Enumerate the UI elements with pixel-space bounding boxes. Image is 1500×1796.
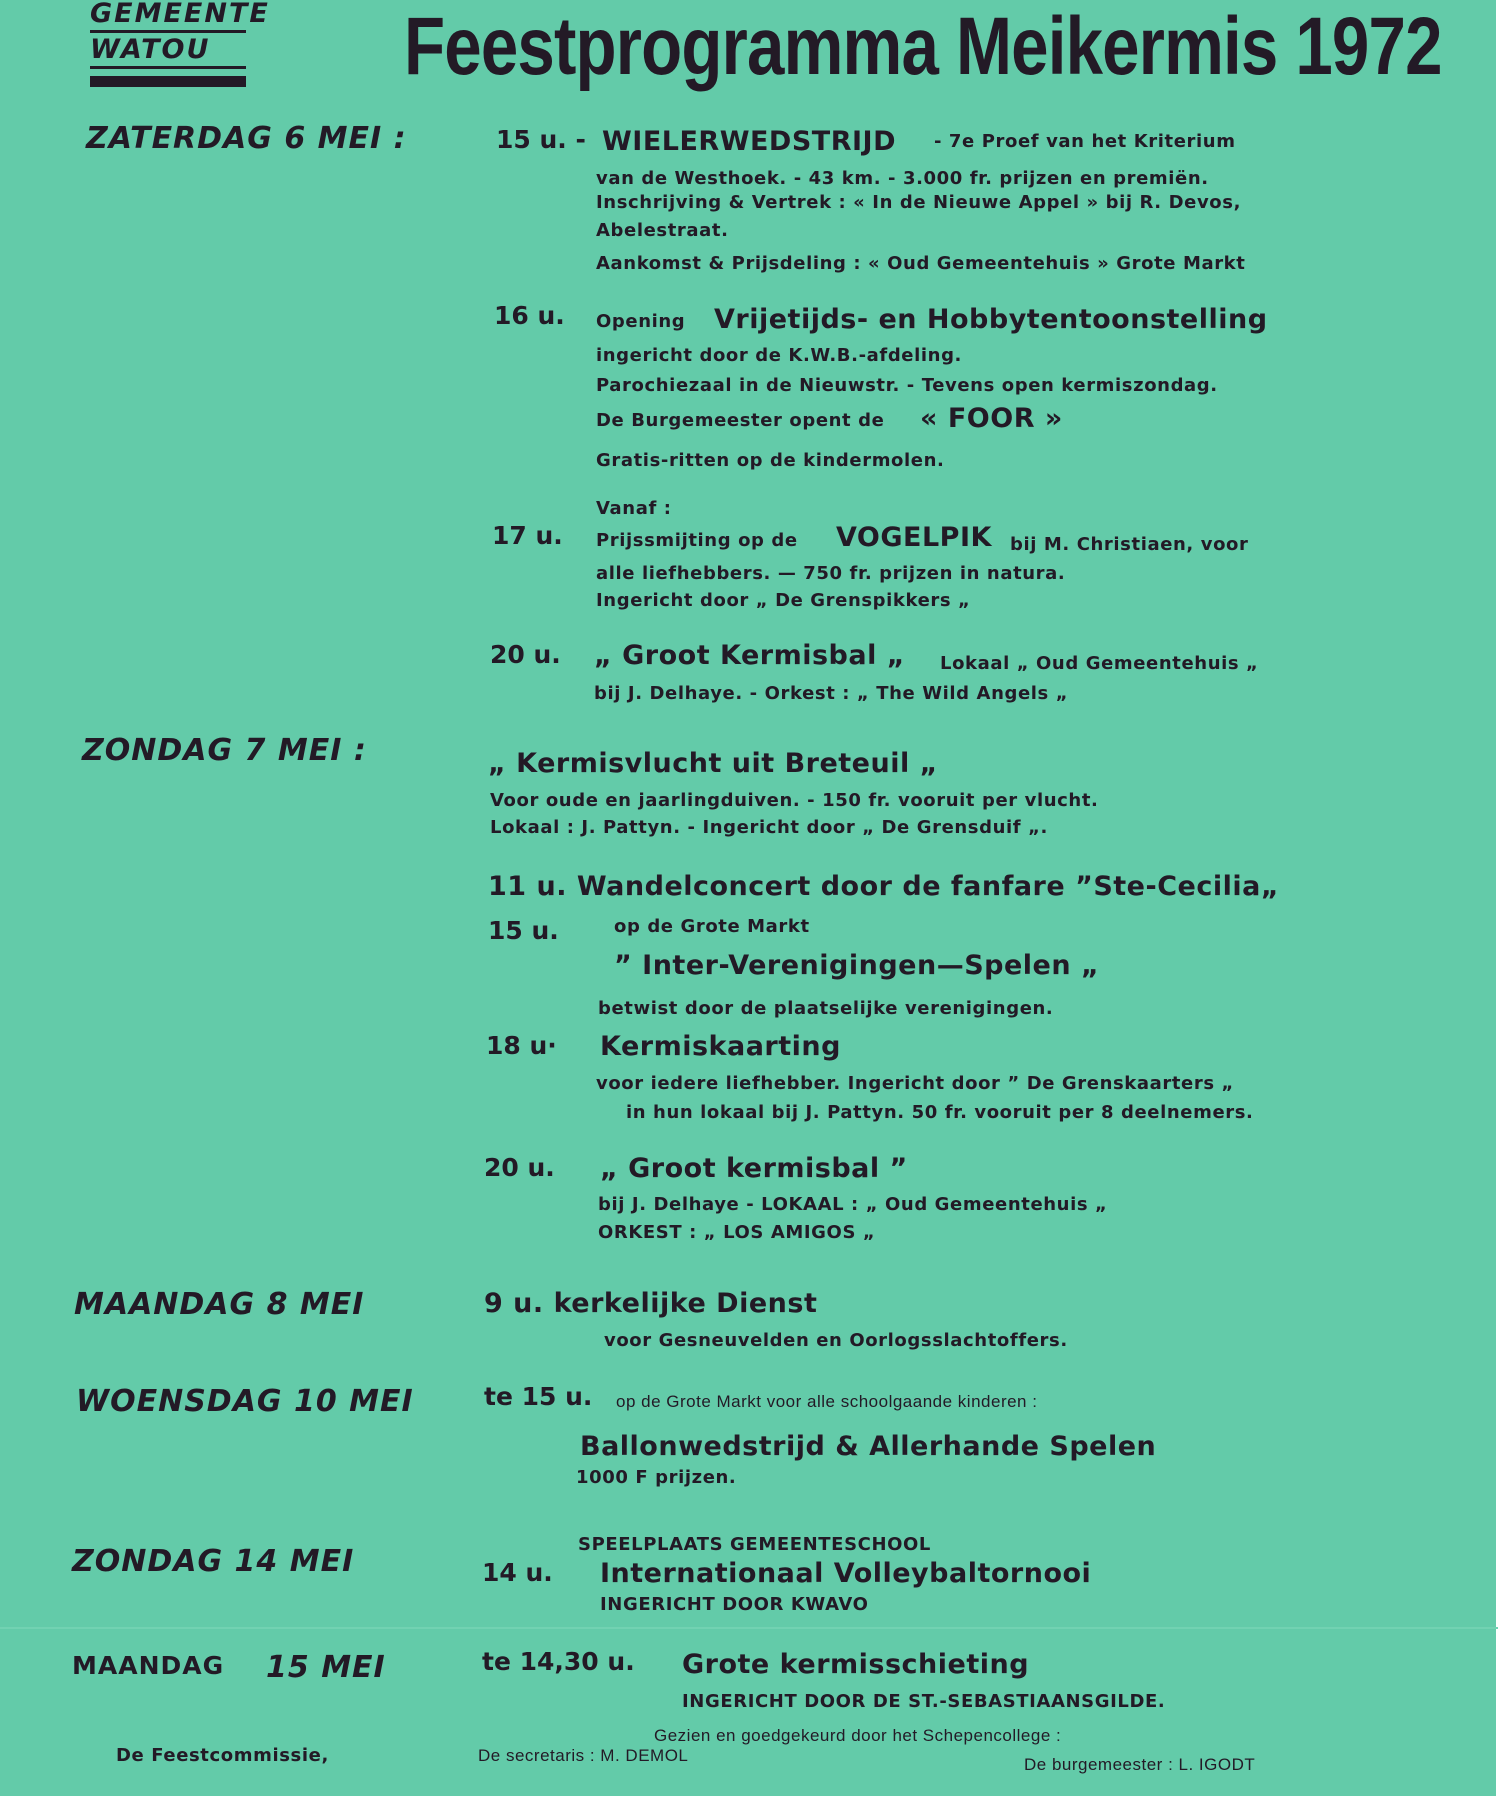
event-text: alle liefhebbers. — 750 fr. prijzen in natura. <box>596 563 1066 584</box>
event-time: 16 u. <box>494 301 565 330</box>
event-title: Vrijetijds- en Hobbytentoonstelling <box>714 304 1268 335</box>
event-time: 15 u. - <box>496 125 586 154</box>
event-title: „ Groot kermisbal ” <box>600 1153 908 1184</box>
paper-fold-line <box>0 1627 1498 1629</box>
day-label-sunday-7: ZONDAG 7 MEI : <box>82 733 367 768</box>
mayor-signature: De burgemeester : L. IGODT <box>1024 1755 1256 1774</box>
event-time: 18 u· <box>486 1031 557 1060</box>
logo-underline <box>90 30 246 33</box>
event-text: - 7e Proef van het Kriterium <box>934 131 1236 152</box>
event-title: VOGELPIK <box>836 522 992 553</box>
event-text: Abelestraat. <box>596 220 729 241</box>
event-text: Gratis-ritten op de kindermolen. <box>596 450 945 471</box>
event-text: Opening <box>596 311 686 332</box>
event-text: Prijssmijting op de <box>596 530 798 551</box>
event-text: betwist door de plaatselijke verenigingen. <box>598 998 1054 1019</box>
event-time: te 15 u. <box>484 1382 593 1411</box>
event-time: 20 u. <box>490 640 561 669</box>
day-label-monday-15: 15 MEI <box>266 1650 386 1685</box>
event-text: op de Grote Markt <box>614 916 810 937</box>
event-text: Parochiezaal in de Nieuwstr. - Tevens open kermiszondag. <box>596 375 1218 396</box>
event-text: bij J. Delhaye. - Orkest : „ The Wild Angels „ <box>594 683 1069 704</box>
logo-bar <box>90 76 246 87</box>
event-title: WIELERWEDSTRIJD <box>602 126 897 157</box>
event-time: 17 u. <box>492 521 563 550</box>
day-label-wednesday-10: WOENSDAG 10 MEI <box>76 1384 414 1419</box>
event-time: 20 u. <box>484 1153 555 1182</box>
event-text: bij M. Christiaen, voor <box>1010 534 1249 555</box>
approval-text: Gezien en goedgekeurd door het Schepencollege : <box>654 1726 1062 1745</box>
page-title: Feestprogramma Meikermis 1972 <box>404 1 1442 92</box>
event-title: „ Groot Kermisbal „ <box>594 640 906 671</box>
event-text: bij J. Delhaye - LOKAAL : „ Oud Gemeentehuis „ <box>598 1194 1108 1215</box>
event-text: SPEELPLAATS GEMEENTESCHOOL <box>578 1534 931 1555</box>
logo-line-watou: WATOU <box>90 34 211 65</box>
event-title: 9 u. kerkelijke Dienst <box>484 1288 818 1319</box>
committee-signature: De Feestcommissie, <box>116 1745 329 1766</box>
event-title: « FOOR » <box>920 403 1063 434</box>
event-text: voor iedere liefhebber. Ingericht door ” De Grenskaarters „ <box>596 1073 1234 1094</box>
day-label-monday-15-prefix: MAANDAG <box>72 1651 225 1680</box>
event-text: INGERICHT DOOR DE ST.-SEBASTIAANSGILDE. <box>682 1691 1166 1712</box>
event-text: op de Grote Markt voor alle schoolgaande kinderen : <box>616 1392 1038 1411</box>
event-text: van de Westhoek. - 43 km. - 3.000 fr. prijzen en premiën. <box>596 168 1209 189</box>
logo-line-gemeente: GEMEENTE <box>90 0 270 29</box>
day-label-sunday-14: ZONDAG 14 MEI <box>72 1544 355 1579</box>
event-text: Ingericht door „ De Grenspikkers „ <box>596 590 971 611</box>
event-text: 1000 F prijzen. <box>576 1467 737 1488</box>
event-text: De Burgemeester opent de <box>596 410 885 431</box>
event-title: Kermiskaarting <box>600 1031 841 1062</box>
event-text: voor Gesneuvelden en Oorlogsslachtoffers. <box>604 1330 1068 1351</box>
logo-underline-2 <box>90 66 246 69</box>
event-text: in hun lokaal bij J. Pattyn. 50 fr. vooruit per 8 deelnemers. <box>626 1102 1254 1123</box>
event-text: ORKEST : „ LOS AMIGOS „ <box>598 1222 876 1243</box>
event-title: ” Inter-Verenigingen—Spelen „ <box>614 950 1100 981</box>
event-title: 11 u. Wandelconcert door de fanfare ”Ste-Cecilia„ <box>488 871 1280 902</box>
day-label-monday-8: MAANDAG 8 MEI <box>74 1287 365 1322</box>
event-text: INGERICHT DOOR KWAVO <box>600 1594 869 1615</box>
event-text: Voor oude en jaarlingduiven. - 150 fr. vooruit per vlucht. <box>490 790 1099 811</box>
event-title: Grote kermisschieting <box>682 1649 1030 1680</box>
day-label-saturday: ZATERDAG 6 MEI : <box>86 121 407 156</box>
event-time: 15 u. <box>488 916 559 945</box>
event-text: Aankomst & Prijsdeling : « Oud Gemeentehuis » Grote Markt <box>596 253 1246 274</box>
event-text: Inschrijving & Vertrek : « In de Nieuwe Appel » bij R. Devos, <box>596 192 1242 213</box>
event-title: Internationaal Volleybaltornooi <box>600 1558 1092 1589</box>
event-title: „ Kermisvlucht uit Breteuil „ <box>488 748 938 779</box>
event-time: te 14,30 u. <box>482 1647 635 1676</box>
secretary-signature: De secretaris : M. DEMOL <box>478 1746 689 1765</box>
event-title: Ballonwedstrijd & Allerhande Spelen <box>580 1431 1157 1462</box>
event-text: Vanaf : <box>596 498 672 519</box>
event-text: Lokaal : J. Pattyn. - Ingericht door „ De Grensduif „. <box>490 817 1048 838</box>
event-text: ingericht door de K.W.B.-afdeling. <box>596 345 962 366</box>
event-text: Lokaal „ Oud Gemeentehuis „ <box>940 653 1259 674</box>
event-time: 14 u. <box>482 1558 553 1587</box>
